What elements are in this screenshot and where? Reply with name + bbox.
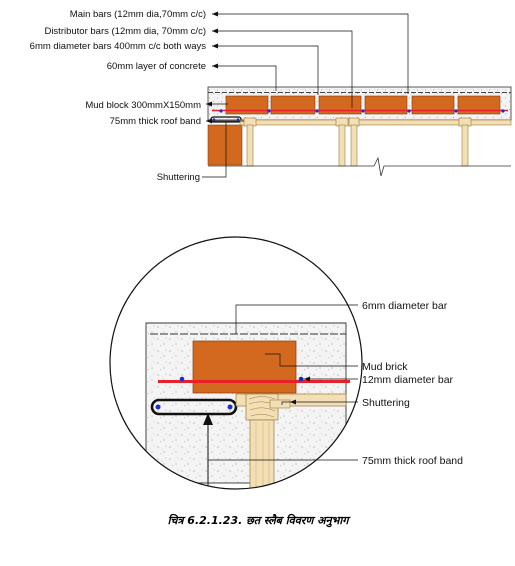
label-main-bars: Main bars (12mm dia,70mm c/c) xyxy=(69,9,206,20)
mud-block xyxy=(271,96,315,114)
figure-caption: चित्र 6.2.1.23. छत स्लैब विवरण अनुभाग xyxy=(167,514,349,527)
label-detail-shuttering: Shuttering xyxy=(362,397,410,409)
mud-block xyxy=(365,96,407,114)
mud-block xyxy=(458,96,500,114)
wall xyxy=(208,125,242,165)
label-roof-band: 75mm thick roof band xyxy=(109,116,201,127)
label-concrete-layer: 60mm layer of concrete xyxy=(106,61,206,72)
label-distributor-bars: Distributor bars (12mm dia, 70mm c/c) xyxy=(44,26,206,37)
mud-block xyxy=(412,96,454,114)
label-shuttering: Shuttering xyxy=(156,172,200,183)
detail-bar-dot xyxy=(180,377,185,382)
label-mud-block: Mud block 300mmX150mm xyxy=(85,100,201,111)
label-12mm-diameter-bar: 12mm diameter bar xyxy=(362,374,454,386)
mud-block xyxy=(319,96,361,114)
detail-mud-brick xyxy=(193,341,296,393)
label-mud-brick: Mud brick xyxy=(362,361,408,373)
detail-view xyxy=(110,237,463,500)
label-6mm-bars: 6mm diameter bars 400mm c/c both ways xyxy=(29,41,206,52)
mud-block xyxy=(226,96,268,114)
detail-12mm-bar xyxy=(158,380,350,383)
label-6mm-diameter-bar: 6mm diameter bar xyxy=(362,300,448,312)
label-detail-roof-band: 75mm thick roof band xyxy=(362,455,463,467)
top-section xyxy=(30,9,511,183)
